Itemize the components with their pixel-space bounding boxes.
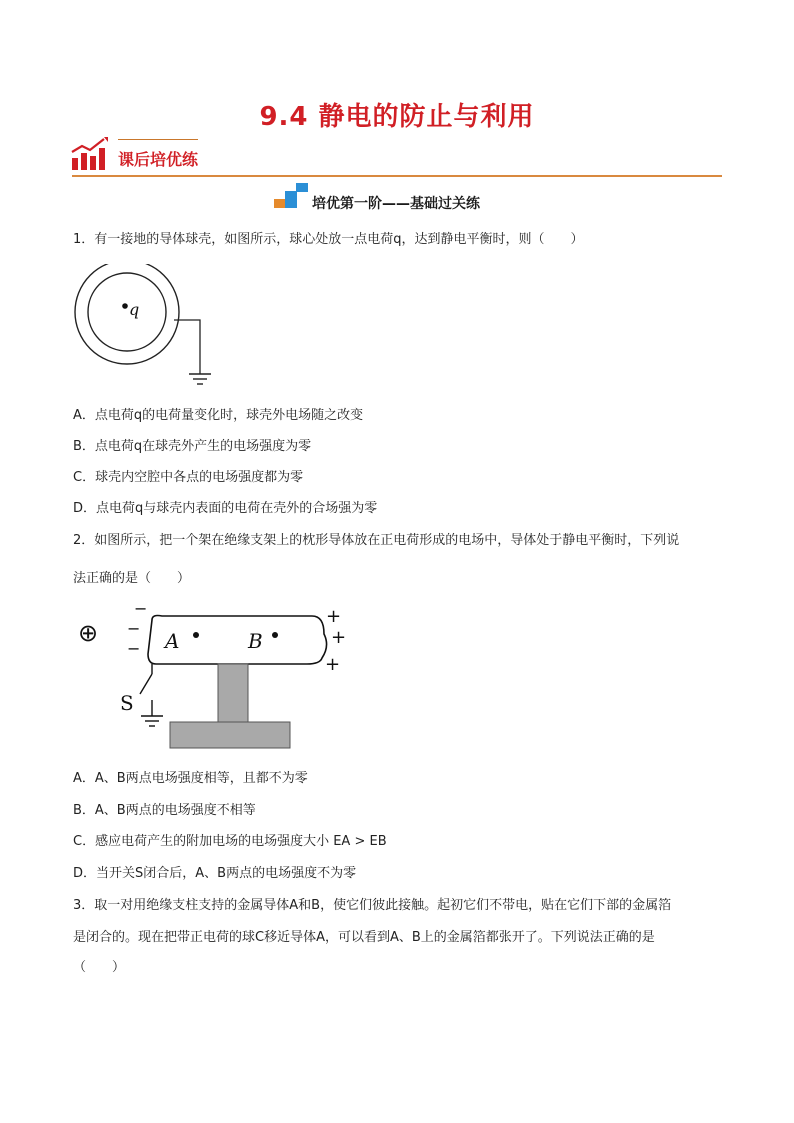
question-3-stem-line-1: 3．取一对用绝缘支柱支持的金属导体A和B，使它们彼此接触。起初它们不带电，贴在它们下部的金属箔 (73, 898, 672, 913)
point-a-label: A (165, 629, 180, 653)
question-2-stem-line-1: 2．如图所示，把一个架在绝缘支架上的枕形导体放在正电荷形成的电场中，导体处于静电平衡时，下列说 (73, 533, 680, 548)
q2-option-a: A．A、B两点电场强度相等，且都不为零 (73, 771, 308, 786)
header-divider (72, 175, 722, 177)
q1-option-d: D．点电荷q与球壳内表面的电荷在壳外的合场强为零 (73, 501, 378, 516)
point-a-dot (193, 632, 199, 638)
grounded-spherical-shell-figure (70, 264, 220, 394)
positive-source-charge: ⊕ (78, 619, 99, 647)
point-charge-dot (122, 303, 128, 309)
question-2-stem-line-2: 法正确的是（ ） (73, 571, 191, 586)
negative-charge: − (127, 619, 141, 638)
stairs-icon (274, 183, 308, 209)
negative-charge: − (134, 599, 148, 618)
q2-option-d: D．当开关S闭合后，A、B两点的电场强度不为零 (73, 866, 357, 881)
q2-option-b: B．A、B两点的电场强度不相等 (73, 803, 256, 818)
page-title: 9.4 静电的防止与利用 (259, 102, 535, 132)
question-3-stem-line-3: （ ） (73, 960, 126, 975)
q1-option-c: C．球壳内空腔中各点的电场强度都为零 (73, 470, 304, 485)
point-b-dot (272, 632, 278, 638)
insulating-stand-base (170, 722, 290, 748)
insulating-stand-post (218, 664, 248, 722)
header-top-rule (118, 139, 198, 140)
switch-s (140, 674, 152, 694)
point-b-label: B (248, 629, 263, 653)
q1-option-b: B．点电荷q在球壳外产生的电场强度为零 (73, 439, 312, 454)
positive-charge: + (325, 654, 341, 675)
q1-option-a: A．点电荷q的电荷量变化时，球壳外电场随之改变 (73, 408, 364, 423)
q2-option-c: C．感应电荷产生的附加电场的电场强度大小 EA > EB (73, 834, 387, 849)
question-1-stem: 1．有一接地的导体球壳，如图所示，球心处放一点电荷q，达到静电平衡时，则（ ） (73, 232, 584, 247)
negative-charge: − (127, 639, 141, 658)
positive-charge: + (326, 606, 342, 627)
charge-label: q (129, 300, 140, 319)
section-header-label: 课后培优练 (118, 150, 199, 169)
switch-label: S (120, 691, 134, 715)
positive-charge: + (331, 627, 347, 648)
question-3-stem-line-2: 是闭合的。现在把带正电荷的球C移近导体A，可以看到A、B上的金属箔都张开了。下列说法正确的是 (73, 930, 655, 945)
pillow-conductor-figure (72, 596, 362, 756)
section-title: 培优第一阶——基础过关练 (312, 196, 480, 212)
bar-chart-trend-icon (70, 136, 110, 172)
